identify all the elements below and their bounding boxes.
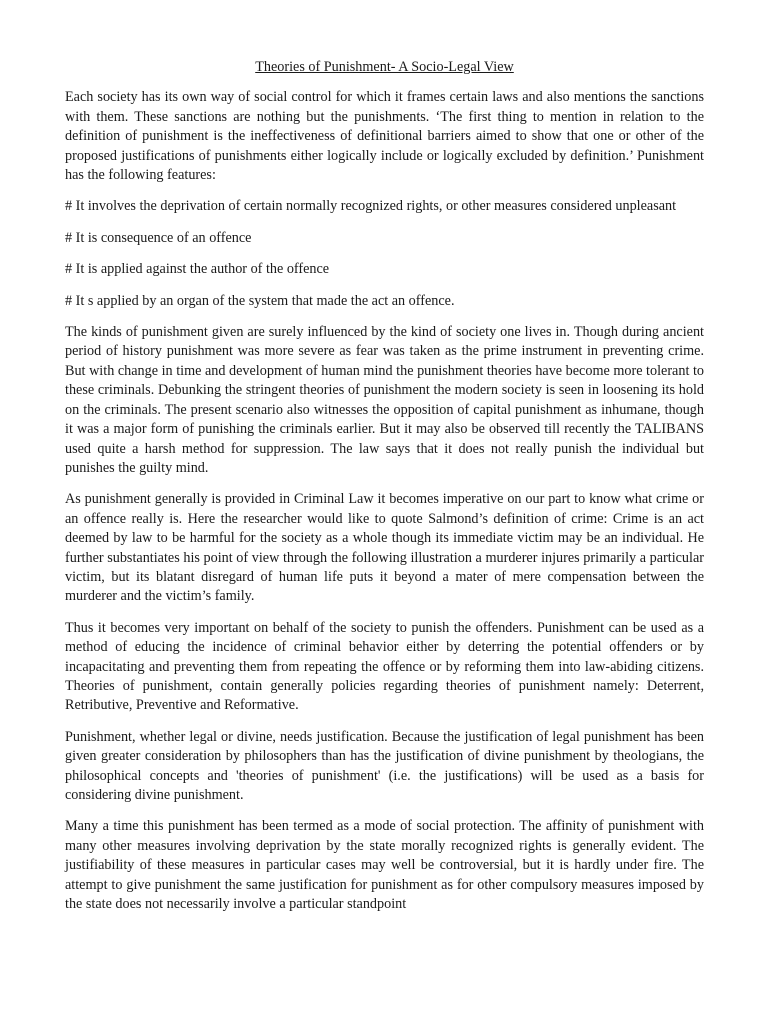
- paragraph-theories: Thus it becomes very important on behalf of the society to punish the offenders. Punishment can be used as a method of educing the incidence of criminal behavior either by deterring the potential offenders or by incapacitating and preventing them from repeating the offence or by reforming them into law-abiding citizens. Theories of punishment, contain generally policies regarding theories of punishment namely: Deterrent, Retributive, Preventive and Reformative.: [65, 619, 704, 714]
- paragraph-justification: Punishment, whether legal or divine, needs justification. Because the justification of legal punishment has been given greater consideration by philosophers than has the justification of divine punishment by theologians, the philosophical concepts and 'theories of punishment' (i.e. the justifications) will be used as a basis for considering divine punishment.: [65, 728, 704, 803]
- document-title: Theories of Punishment- A Socio-Legal View: [255, 59, 514, 75]
- paragraph-intro: Each society has its own way of social control for which it frames certain laws and also mentions the sanctions with them. These sanctions are nothing but the punishments. ‘The first thing to mention in relation to the definition of punishment is the ineffectiveness of definitional barriers aimed to show that one or other of the proposed justifications of punishments either logically include or logically excluded by definition.’ Punishment has the following features:: [65, 89, 704, 184]
- paragraph-kinds-of-punishment: The kinds of punishment given are surely influenced by the kind of society one lives in. Though during ancient period of history punishment was more severe as fear was taken as the prime instrument in preventing crime. But with change in time and development of human mind the punishment theories have become more tolerant to these criminals. Debunking the stringent theories of punishment the modern society is seen in loosening its hold on the criminals. The present scenario also witnesses the opposition of capital punishment as inhumane, though it was a major form of punishing the criminals earlier. But it may also be observed till recently the TALIBANS used quite a harsh method for suppression. The law says that it does not really punish the individual but punishes the guilty mind.: [65, 324, 704, 476]
- paragraph-social-protection: Many a time this punishment has been termed as a mode of social protection. The affinity of punishment with many other measures involving deprivation by the state morally recognized rights is generally evident. The justifiability of these measures in particular cases may well be controversial, but it is hardly under fire. The attempt to give punishment the same justification for punishment as for other compulsory measures imposed by the state does not necessarily involve a particular standpoint: [65, 818, 704, 913]
- paragraph-criminal-law: As punishment generally is provided in Criminal Law it becomes imperative on our part to know what crime or an offence really is. Here the researcher would like to quote Salmond’s definition of crime: Crime is an act deemed by law to be harmful for the society as a whole though its immediate victim may be an individual. He further substantiates his point of view through the following illustration a murderer injures primarily a particular victim, but its blatant disregard of human life puts it beyond a mater of mere compensation between the murderer and the victim’s family.: [65, 491, 704, 605]
- feature-item-deprivation: # It involves the deprivation of certain normally recognized rights, or other measures considered unpleasant: [65, 198, 677, 215]
- feature-item-author: # It is applied against the author of the offence: [65, 261, 330, 278]
- feature-item-organ: # It s applied by an organ of the system that made the act an offence.: [65, 292, 455, 309]
- feature-item-consequence: # It is consequence of an offence: [65, 229, 252, 246]
